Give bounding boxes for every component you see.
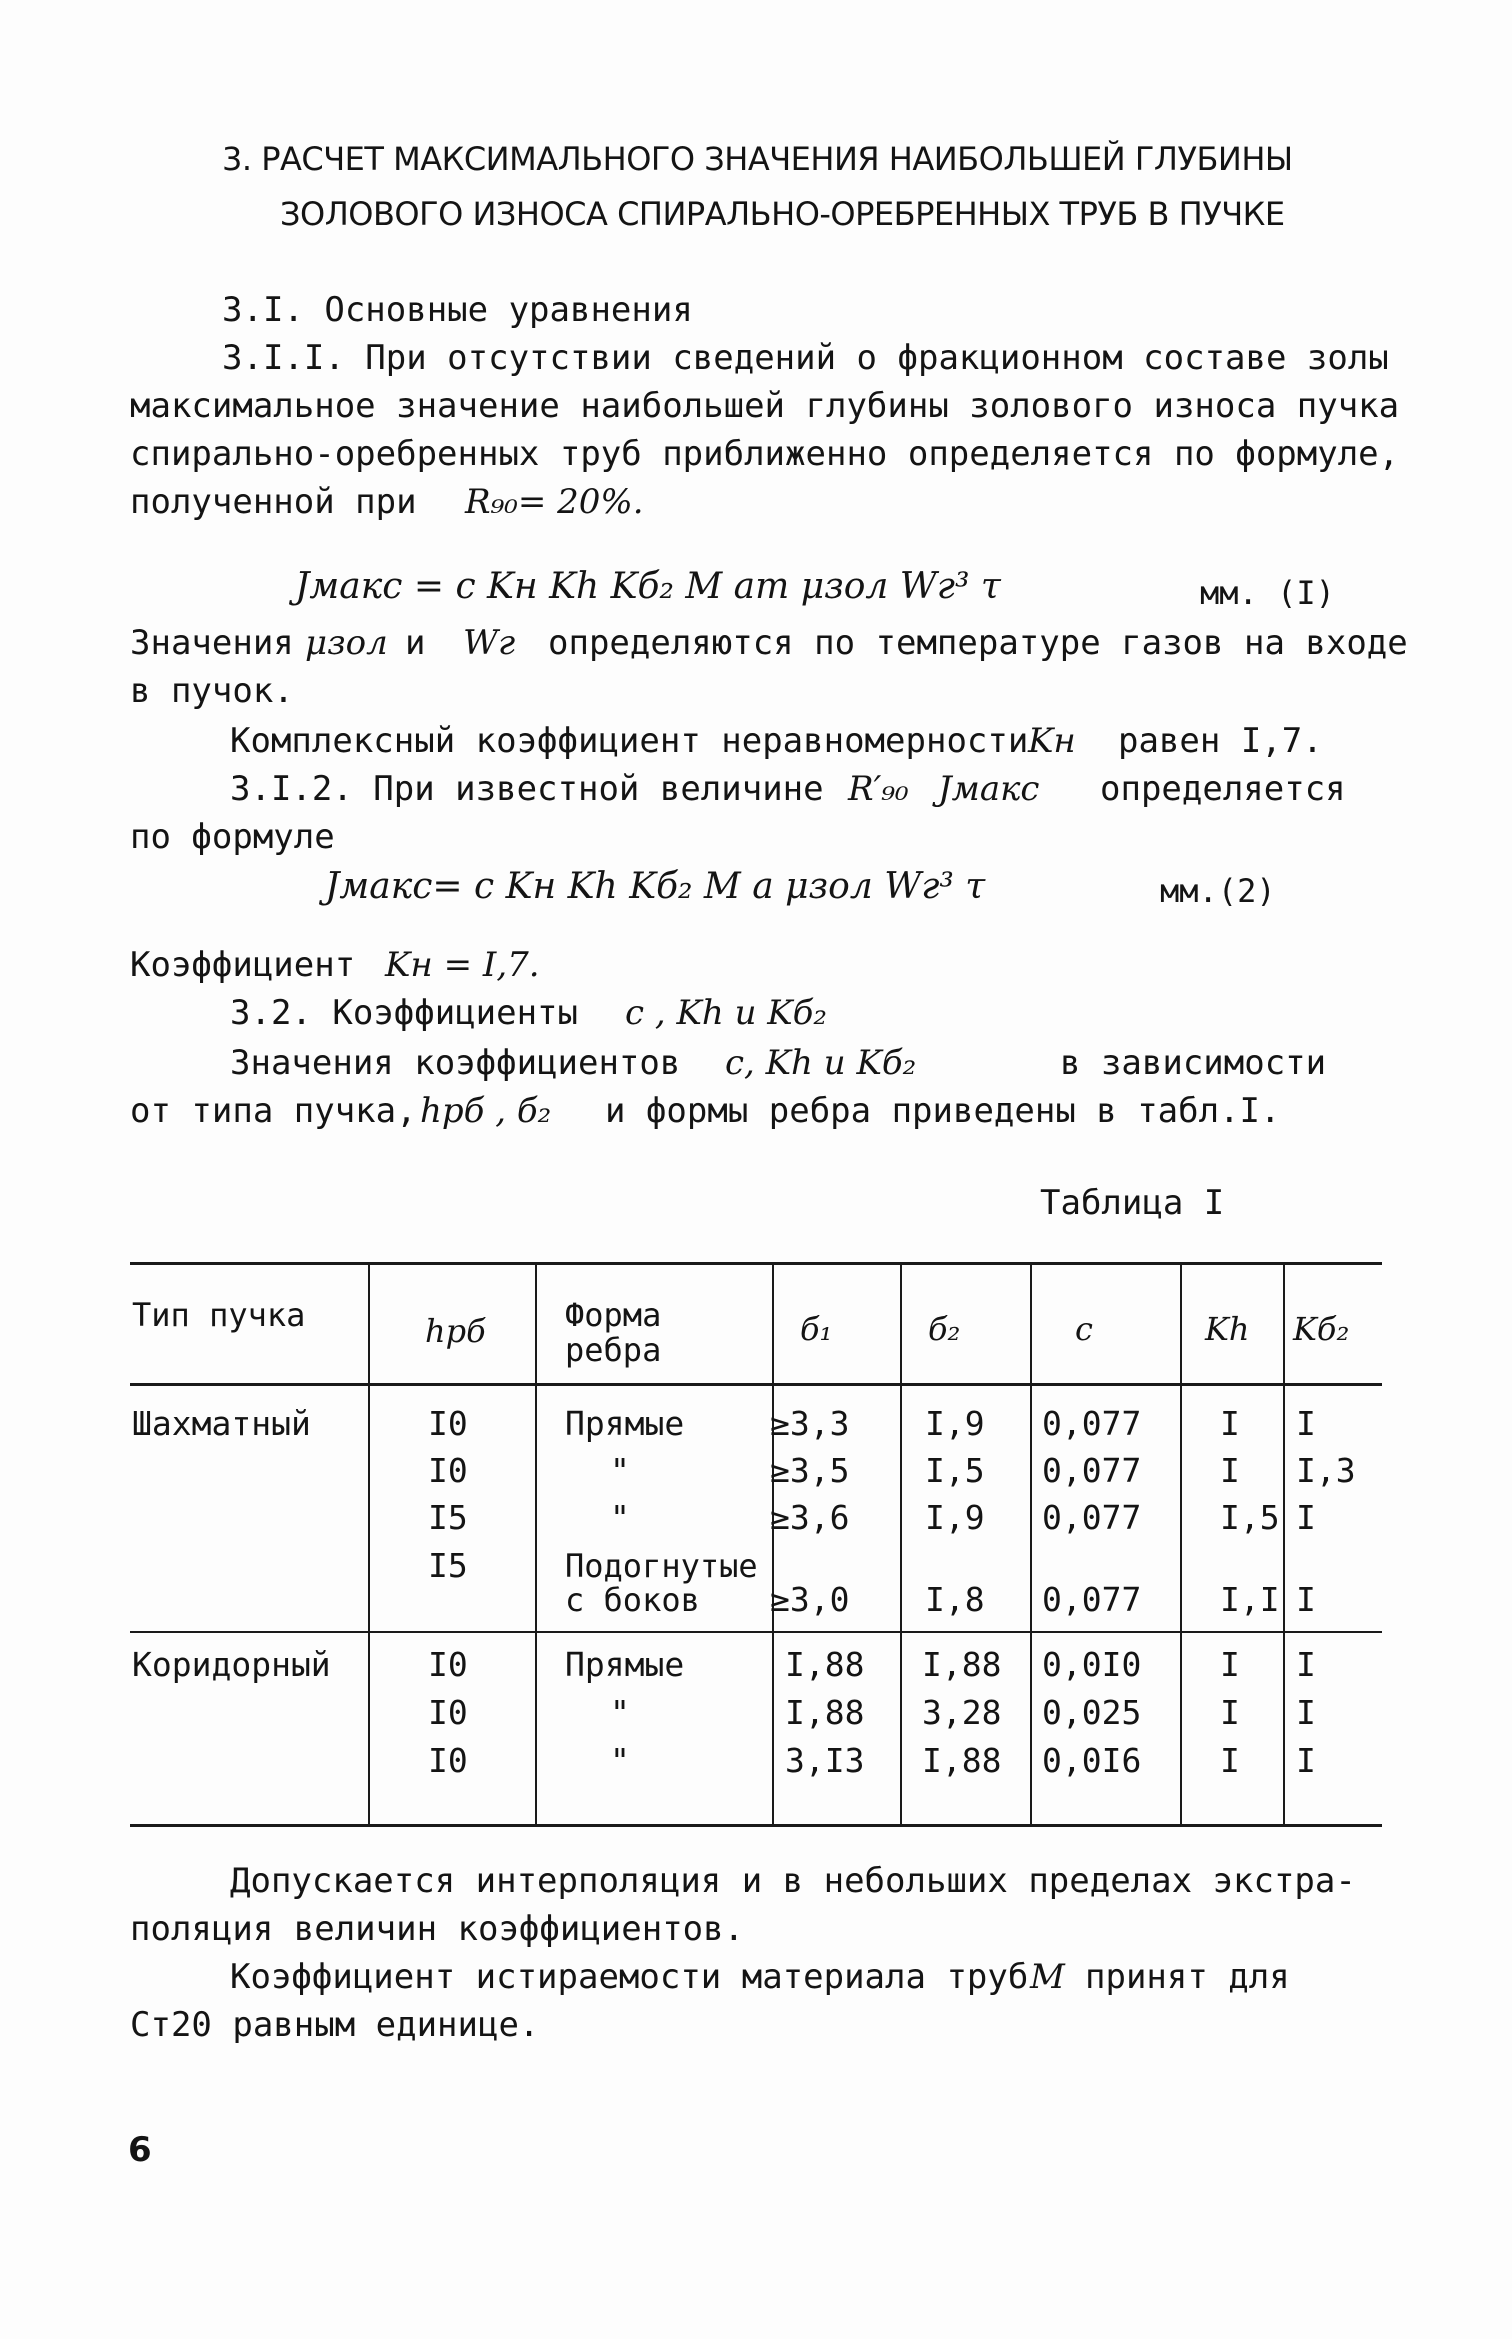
table-cell: I5 [428,1546,468,1585]
table-cell: I [1220,1645,1240,1684]
table-cell: ≥3,0 [770,1580,850,1619]
paragraph-line: в пучок. [130,671,294,711]
table-cell: I [1296,1498,1316,1537]
section-heading-line-2: ЗОЛОВОГО ИЗНОСА СПИРАЛЬНО-ОРЕБРЕННЫХ ТРУБ В ПУЧКЕ [280,195,1285,233]
table-cell: I,88 [922,1741,1002,1780]
table-rule-bottom [130,1824,1382,1827]
paragraph-line: определяется [1100,769,1346,809]
paragraph-line: по формуле [130,817,335,857]
table-cell: I [1296,1741,1316,1780]
table-cell: Подогнутые [565,1547,758,1585]
symbol: Wг [463,623,516,663]
table-cell: I0 [428,1741,468,1780]
symbol: R′₉₀ [848,769,909,809]
paragraph-line: поляция величин коэффициентов. [130,1909,745,1949]
table-cell: 0,0I0 [1042,1645,1142,1684]
table-header-ksigma2: Kб₂ [1293,1310,1350,1348]
table-cell: " [610,1451,630,1490]
formula-2: Jмакс= c Kн Kh Kб₂ M a μзол Wг³ τ [325,866,986,907]
table-cell: 0,077 [1042,1451,1142,1490]
table-cell: ≥3,6 [770,1498,850,1537]
paragraph-line: полученной при [130,482,417,522]
inline-formula: R₉₀= 20%. [465,482,644,522]
table-cell: I [1296,1580,1316,1619]
paragraph-line: Коэффициент истираемости материала труб [230,1957,1029,1997]
paragraph-line: от типа пучка, [130,1091,417,1131]
table-cell: I,88 [922,1645,1002,1684]
paragraph-line: принят для [1085,1957,1290,1997]
symbol: c, Kh и Kб₂ [725,1043,917,1083]
paragraph-line: Допускается интерполяция и в небольших пределах экстра- [230,1861,1356,1901]
table-col-divider [772,1262,774,1826]
paragraph-line: 3.I.2. При известной величине [230,769,824,809]
paragraph-line: в зависимости [1060,1043,1327,1083]
paragraph-line: спирально-оребренных труб приближенно определяется по формуле, [130,434,1400,474]
table-col-divider [1180,1262,1182,1826]
table-cell: I,88 [785,1693,865,1732]
table-cell: I,9 [925,1498,985,1537]
table-cell: I,88 [785,1645,865,1684]
symbol: Kн [1028,721,1076,761]
table-cell: I [1296,1645,1316,1684]
table-cell: I [1296,1404,1316,1443]
table-col-divider [1030,1262,1032,1826]
symbol: Jмакс [938,769,1040,809]
table-cell: I0 [428,1645,468,1684]
table-col-divider [535,1262,537,1826]
table-cell: ≥3,3 [770,1404,850,1443]
table-col-divider [1283,1262,1285,1826]
table-cell: 0,077 [1042,1404,1142,1443]
table-rule-top [130,1262,1382,1265]
table-cell: I5 [428,1498,468,1537]
paragraph-line: максимальное значение наибольшей глубины золового износа пучка [130,386,1400,426]
symbol: c , Kh и Kб₂ [625,993,828,1033]
subsection-title: 3.2. Коэффициенты [230,993,578,1033]
table-cell: 0,077 [1042,1498,1142,1537]
paragraph-line: 3.I.I. При отсутствии сведений о фракционном составе золы [222,338,1389,378]
table-cell: ≥3,5 [770,1451,850,1490]
symbol: μзол [305,623,388,663]
table-cell: I,3 [1296,1451,1356,1490]
table-cell: I0 [428,1451,468,1490]
page-number: 6 [128,2130,152,2170]
table-cell: I,5 [925,1451,985,1490]
table-header-sigma2: б₂ [928,1310,961,1348]
table-header-form: ребра [565,1331,662,1369]
table-cell: 0,025 [1042,1693,1142,1732]
formula-1-number: мм. (I) [1200,574,1335,612]
table-caption: Таблица I [1040,1183,1225,1223]
symbol: hрб , б₂ [420,1091,552,1131]
table-rule-header [130,1383,1382,1386]
symbol: M [1030,1957,1065,1997]
table-header-type: Тип пучка [132,1296,306,1334]
formula-2-number: мм.(2) [1160,872,1276,910]
paragraph-line: Комплексный коэффициент неравномерности [230,721,1029,761]
paragraph-line: Значения коэффициентов [230,1043,681,1083]
inline-formula: Kн = I,7. [385,945,540,985]
table-cell: Прямые [565,1645,685,1684]
paragraph-line: Коэффициент [130,945,356,985]
table-cell: 3,28 [922,1693,1002,1732]
table-cell: I,5 [1220,1498,1280,1537]
table-header-c: c [1075,1310,1093,1348]
table-cell: " [610,1498,630,1537]
table-group-type: Коридорный [132,1645,331,1684]
table-cell: I [1220,1451,1240,1490]
subsection-title: 3.I. Основные уравнения [222,290,693,330]
table-cell: 0,077 [1042,1580,1142,1619]
table-cell: I,9 [925,1404,985,1443]
table-col-divider [900,1262,902,1826]
paragraph-line: и [405,623,426,663]
table-cell: I,8 [925,1580,985,1619]
table-cell: " [610,1741,630,1780]
table-cell: I [1220,1404,1240,1443]
table-cell: I [1296,1693,1316,1732]
section-heading-line-1: 3. РАСЧЕТ МАКСИМАЛЬНОГО ЗНАЧЕНИЯ НАИБОЛЬШЕЙ ГЛУБИНЫ [222,140,1293,178]
table-cell: 0,0I6 [1042,1741,1142,1780]
table-header-form: Форма [565,1296,662,1334]
table-cell: I0 [428,1693,468,1732]
table-cell: I0 [428,1404,468,1443]
table-rule-group [130,1631,1382,1633]
table-cell: I [1220,1693,1240,1732]
paragraph-line: и формы ребра приведены в табл.I. [605,1091,1281,1131]
table-cell: I,I [1220,1580,1280,1619]
table-cell: " [610,1693,630,1732]
paragraph-line: определяются по температуре газов на входе [548,623,1408,663]
table-header-h: hрб [425,1312,486,1350]
formula-1: Jмакс = c Kн Kh Kб₂ M aт μзол Wг³ τ [295,566,1001,607]
table-header-sigma1: б₁ [800,1310,833,1348]
paragraph-line: равен I,7. [1118,721,1323,761]
table-cell: с боков [565,1581,700,1619]
table-cell: 3,I3 [785,1741,865,1780]
paragraph-line: Ст20 равным единице. [130,2005,540,2045]
table-cell: Прямые [565,1404,685,1443]
table-cell: I [1220,1741,1240,1780]
paragraph-line: Значения [130,623,294,663]
table-group-type: Шахматный [132,1404,311,1443]
table-header-kh: Kh [1205,1310,1250,1348]
table-col-divider [368,1262,370,1826]
